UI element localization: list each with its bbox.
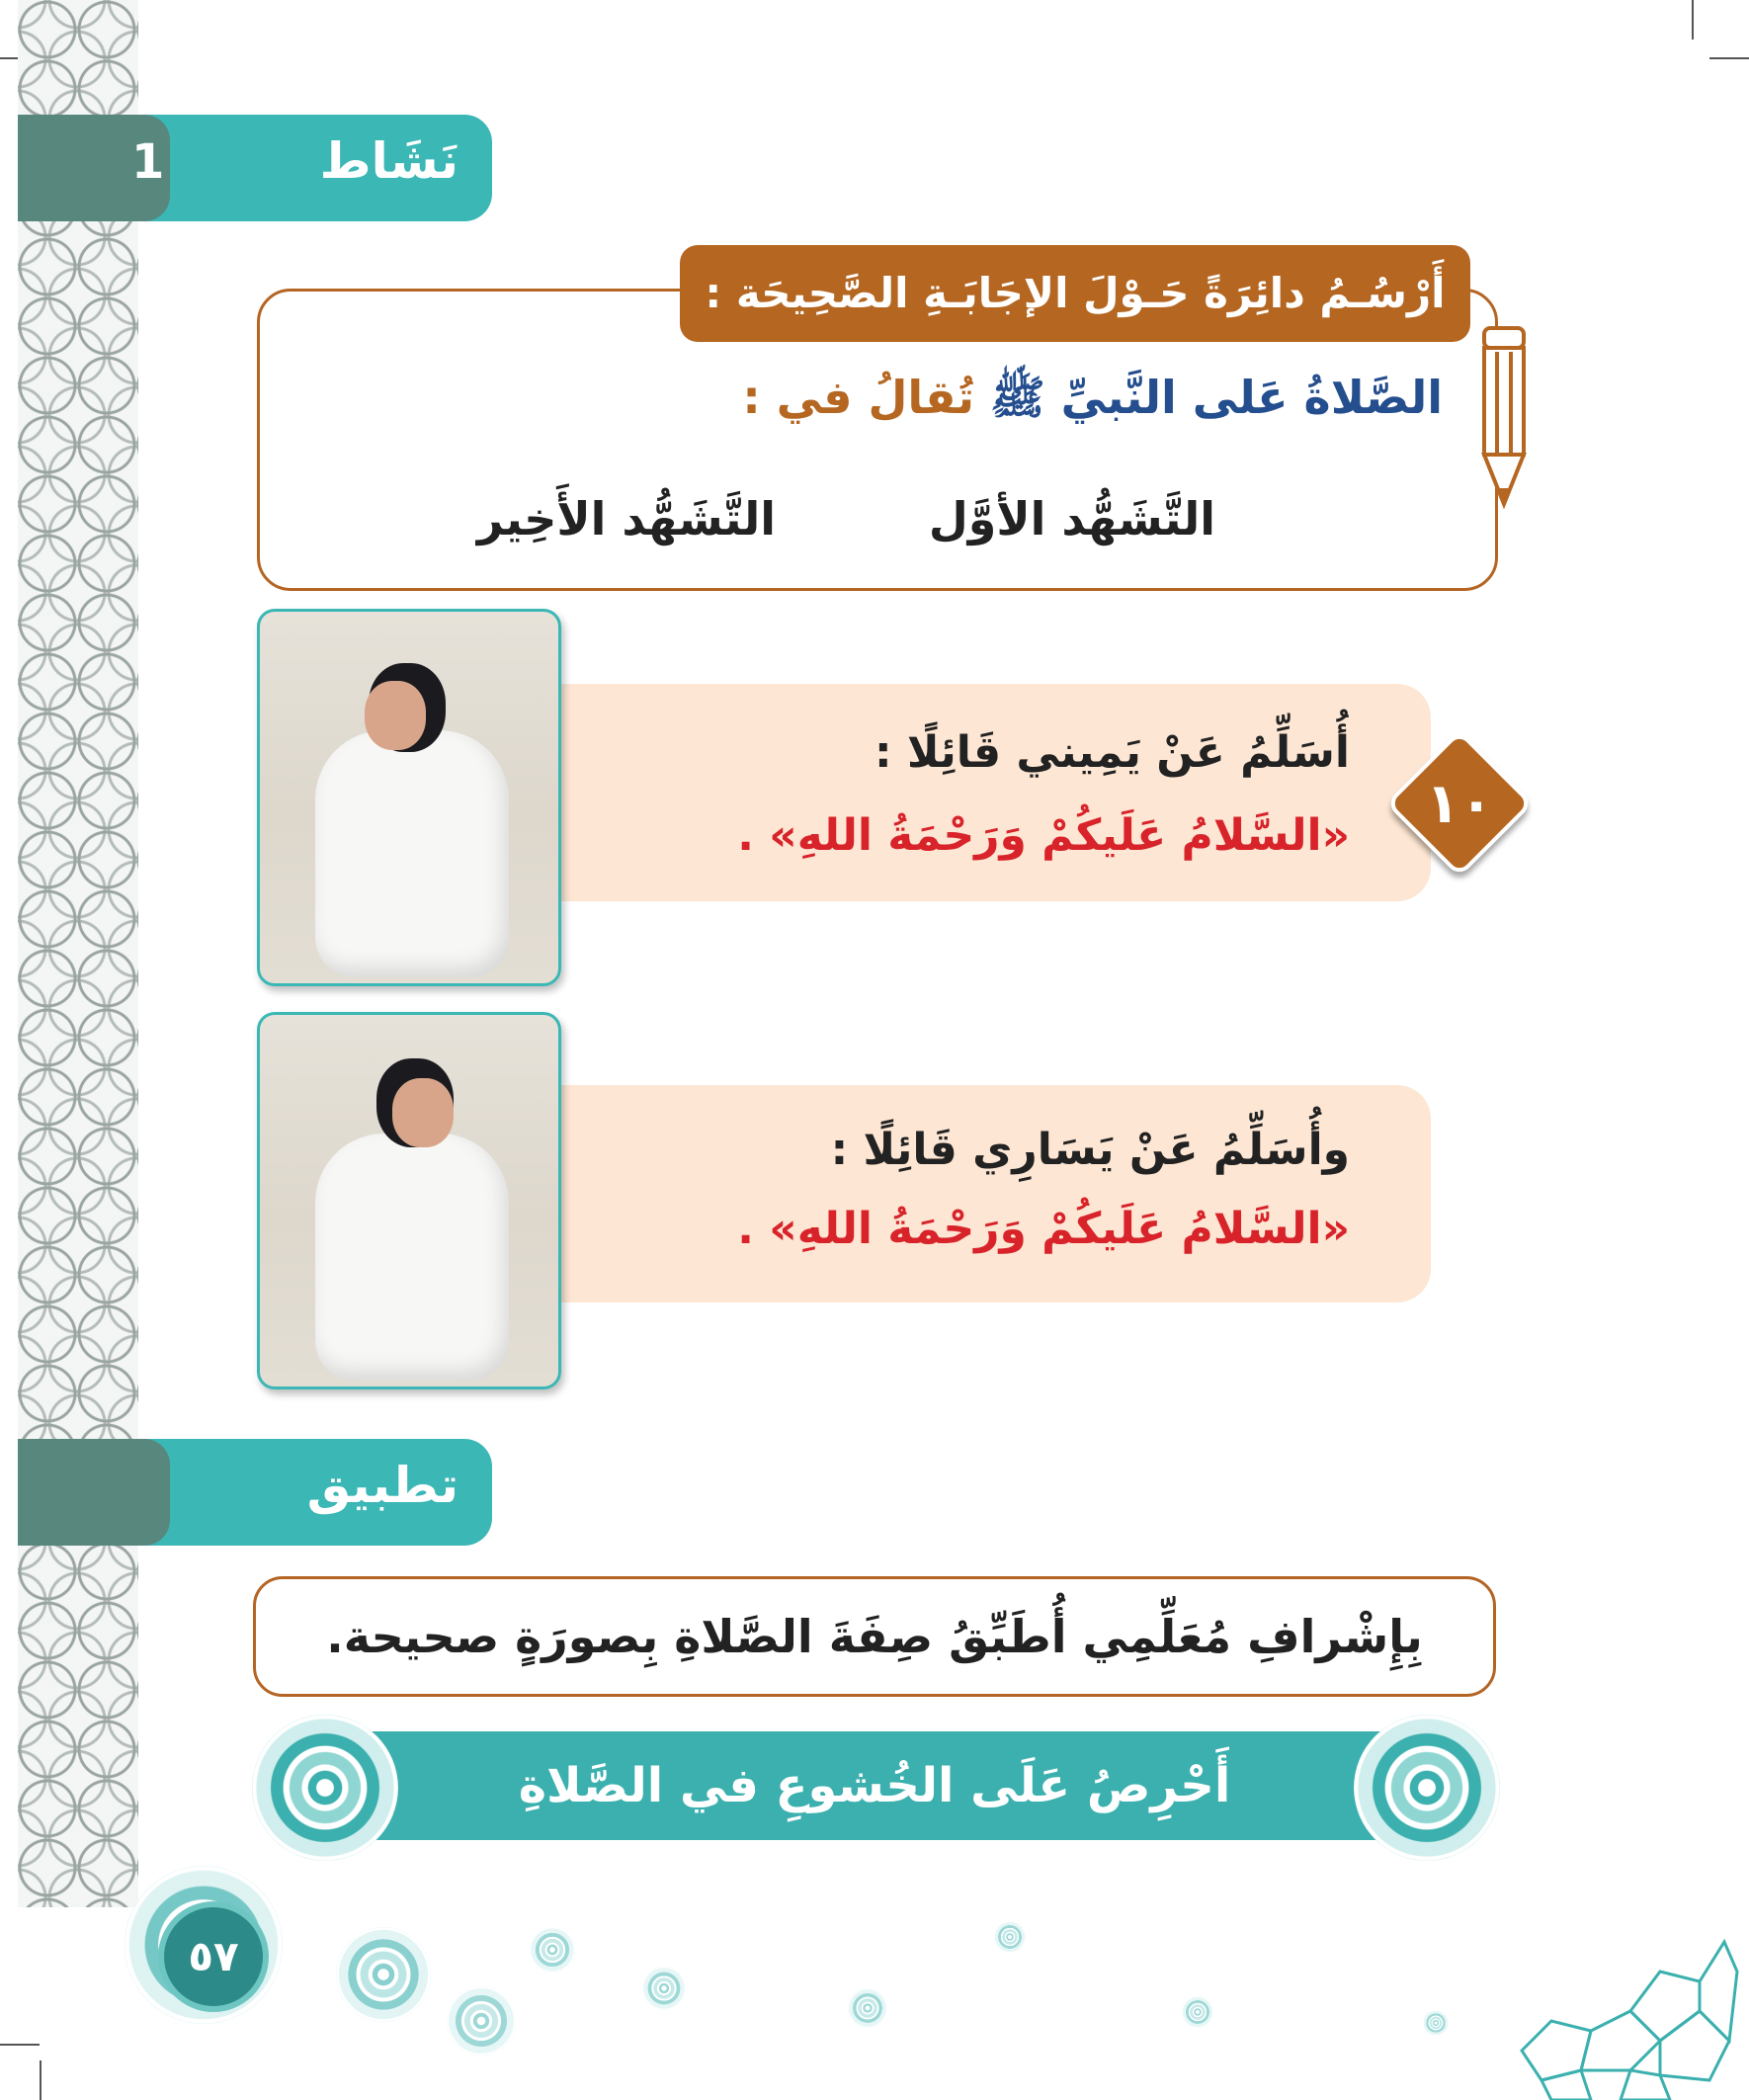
- crop-mark: [1692, 0, 1694, 40]
- rosette-ornament: [447, 1986, 516, 2056]
- application-box: بِإِشْرافِ مُعَلِّمِي أُطَبِّقُ صِفَةَ الصَّلاةِ بِصورَةٍ صحيحة.: [253, 1576, 1496, 1697]
- pencil-icon: [1478, 322, 1530, 512]
- rosette-ornament: [1182, 1996, 1213, 2028]
- rosette-ornament: [530, 1927, 575, 1973]
- photo-boy-turning-right: [257, 609, 561, 986]
- step-card-right-salam: [559, 684, 1431, 901]
- activity-tab: [18, 115, 492, 221]
- salam-quote-left: «السَّلامُ عَلَيكُمْ وَرَحْمَةُ اللهِ» .: [737, 1204, 1350, 1254]
- photo-boy-turning-left: [257, 1012, 561, 1389]
- question-text: الصَّلاةُ عَلى النَّبيِّ ﷺ: [990, 371, 1443, 424]
- page-number: ٥٧: [158, 1901, 269, 2012]
- step-instruction-right: أُسَلِّمُ عَنْ يَمِيني قَائِلًا :: [874, 727, 1350, 778]
- rosette-ornament: [1354, 1715, 1500, 1861]
- application-title: تطبيق: [306, 1457, 458, 1514]
- rosette-ornament: [642, 1967, 686, 2010]
- rosette-ornament: [252, 1715, 398, 1861]
- rosette-ornament: [994, 1921, 1026, 1953]
- crop-mark: [40, 2060, 42, 2100]
- activity-tab-number-panel: [18, 115, 170, 221]
- application-tab: [18, 1439, 492, 1546]
- activity-number: 1: [131, 134, 165, 190]
- crop-mark: [1709, 57, 1749, 59]
- rosette-ornament: [336, 1927, 431, 2022]
- activity-question: [742, 370, 1443, 436]
- application-tab-panel: [18, 1439, 170, 1546]
- geometric-corner-ornament: [1512, 1902, 1739, 2100]
- step-instruction-left: وأُسَلِّمُ عَنْ يَسَارِي قَائِلًا :: [830, 1125, 1350, 1175]
- answer-option-last-tashahhud[interactable]: التَّشَهُّد الأَخِير: [476, 492, 776, 546]
- answer-option-first-tashahhud[interactable]: التَّشَهُّد الأوَّل: [928, 492, 1215, 546]
- rosette-ornament: [1423, 2010, 1449, 2036]
- crop-mark: [0, 2044, 40, 2046]
- step-number: ١٠: [1425, 771, 1494, 836]
- salam-quote-right: «السَّلامُ عَلَيكُمْ وَرَحْمَةُ اللهِ» .: [737, 810, 1350, 861]
- activity-title: نَشَاط: [319, 132, 458, 190]
- decorative-pattern-strip: [18, 0, 138, 1907]
- question-suffix: تُقالُ في :: [742, 371, 975, 424]
- rosette-ornament: [848, 1988, 887, 2028]
- slogan-banner: أَحْرِصُ عَلَى الخُشوعِ في الصَّلاةِ: [356, 1731, 1393, 1840]
- step-card-left-salam: [559, 1085, 1431, 1302]
- activity-instruction: أَرْسُـمُ دائِرَةً حَـوْلَ الإجَابَـةِ الصَّحِيحَة :: [680, 245, 1470, 342]
